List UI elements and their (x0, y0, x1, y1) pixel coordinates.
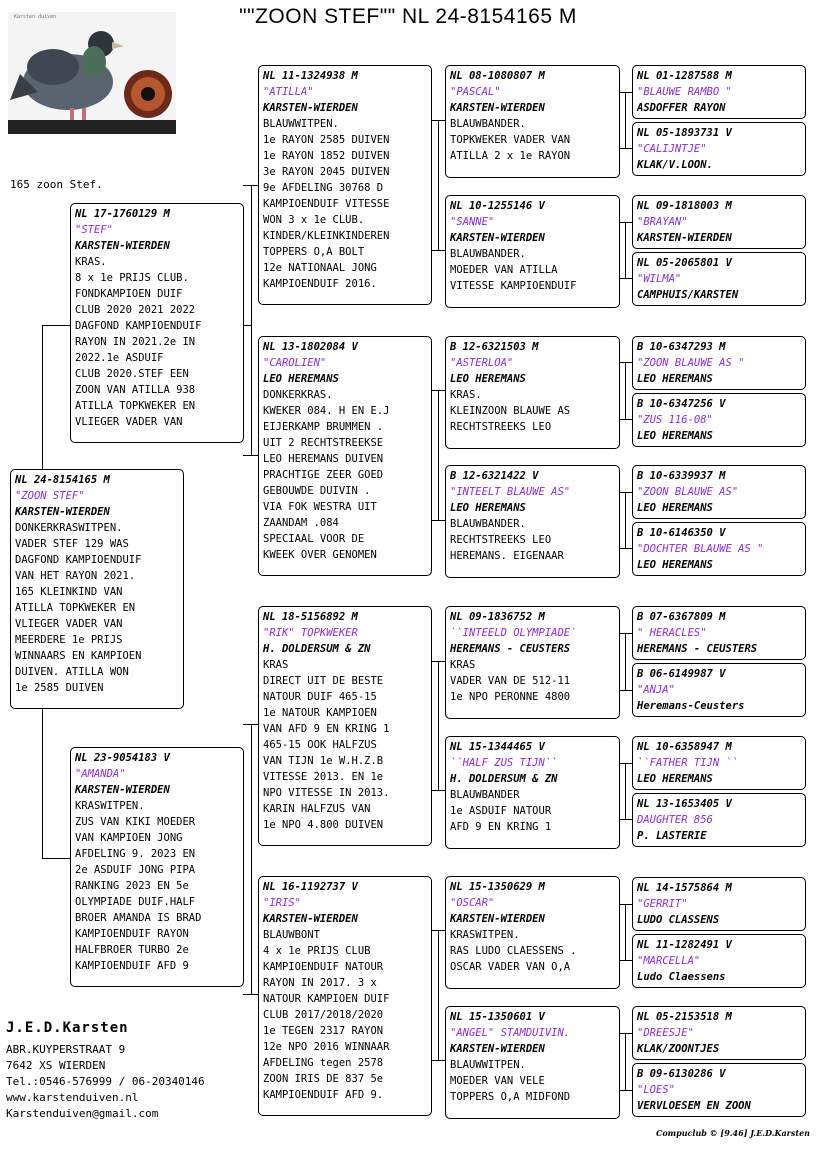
description-line: DONKERKRAS. (263, 389, 333, 401)
description-line: ATILLA TOPKWEKER EN (15, 602, 136, 614)
breeder: LEO HEREMANS (637, 559, 713, 571)
description-line: 3e RAYON 2045 DUIVEN (263, 166, 390, 178)
description-line: 1e NPO 4.800 DUIVEN (263, 819, 384, 831)
description-line: KAMPIOENDUIF AFD 9. (263, 1089, 384, 1101)
description-line: 1e 2585 DUIVEN (15, 682, 104, 694)
connector-line (625, 492, 626, 549)
description-line: CLUB 2020.STEF EEN (75, 368, 189, 380)
ring-number: B 09-6130286 V (637, 1068, 726, 1080)
description-line: RAYON IN 2017. 3 x (263, 977, 377, 989)
pedigree-box-great-grandparent[interactable] (445, 336, 620, 449)
description-line: VLIEGER VADER VAN (75, 416, 183, 428)
ring-number: NL 11-1282491 V (637, 939, 732, 951)
ring-number: NL 15-1350601 V (450, 1011, 545, 1023)
description-line: VADER STEF 129 WAS (15, 538, 129, 550)
connector-line (438, 120, 439, 251)
connector-line (42, 709, 43, 859)
description-line: 1e RAYON 2585 DUIVEN (263, 134, 390, 146)
ring-number: NL 15-1344465 V (450, 741, 545, 753)
breeder: H. DOLDERSUM & ZN (263, 643, 371, 655)
description-line: 1e RAYON 1852 DUIVEN (263, 150, 390, 162)
pedigree-box-ancestor[interactable] (632, 195, 806, 249)
description-line: VADER VAN DE 512-11 (450, 675, 571, 687)
ring-number: B 12-6321503 M (450, 341, 539, 353)
pigeon-name: "ATILLA" (263, 86, 314, 98)
description-line: VAN HET RAYON 2021. (15, 570, 136, 582)
description-line: VAN TIJN 1e W.H.Z.B (263, 755, 384, 767)
pedigree-box-ancestor[interactable] (632, 252, 806, 306)
description-line: 2022.1e ASDUIF (75, 352, 164, 364)
ring-number: NL 05-1893731 V (637, 127, 732, 139)
description-line: DIRECT UIT DE BESTE (263, 675, 384, 687)
description-line: BLAUWBANDER. (450, 118, 526, 130)
pigeon-name: ``INTEELD OLYMPIADE` (450, 627, 577, 639)
pedigree-box-great-grandparent[interactable] (445, 1006, 620, 1119)
description-line: 1e NPO PERONNE 4800 (450, 691, 571, 703)
ring-number: B 12-6321422 V (450, 470, 539, 482)
description-line: 2e ASDUIF JONG PIPA (75, 864, 196, 876)
breeder: KARSTEN-WIERDEN (450, 1043, 545, 1055)
description-line: EIJERKAMP BRUMMEN . (263, 421, 384, 433)
description-line: 8 x 1e PRIJS CLUB. (75, 272, 189, 284)
description-line: KWEEK OVER GENOMEN (263, 549, 377, 561)
ring-number: NL 23-9054183 V (75, 752, 170, 764)
breeder: CAMPHUIS/KARSTEN (637, 289, 739, 301)
description-line: DUIVEN. ATILLA WON (15, 666, 129, 678)
description-line: 12e NPO 2016 WINNAAR (263, 1041, 390, 1053)
description-line: HALFBROER TURBO 2e (75, 944, 189, 956)
description-line: HEREMANS. EIGENAAR (450, 550, 564, 562)
ring-number: NL 16-1192737 V (263, 881, 358, 893)
description-line: BLAUWBONT (263, 929, 320, 941)
description-line: VAN AFD 9 EN KRING 1 (263, 723, 390, 735)
owner-street: ABR.KUYPERSTRAAT 9 (6, 1043, 126, 1056)
description-line: OLYMPIADE DUIF.HALF (75, 896, 196, 908)
description-line: CLUB 2020 2021 2022 (75, 304, 196, 316)
ring-number: NL 09-1836752 M (450, 611, 545, 623)
description-line: AFD 9 EN KRING 1 (450, 821, 552, 833)
pigeon-name: "INTEELT BLAUWE AS" (450, 486, 571, 498)
connector-line (625, 92, 626, 149)
description-line: RANKING 2023 EN 5e (75, 880, 189, 892)
description-line: NATOUR KAMPIOEN DUIF (263, 993, 390, 1005)
connector-line (625, 1033, 626, 1091)
owner-city: 7642 XS WIERDEN (6, 1059, 106, 1072)
pigeon-name: "SANNE" (450, 216, 495, 228)
breeder: LEO HEREMANS (637, 373, 713, 385)
pedigree-box-ancestor[interactable] (632, 934, 806, 988)
pedigree-box-ancestor[interactable] (632, 65, 806, 119)
description-line: SPECIAAL VOOR DE (263, 533, 365, 545)
description-line: 12e NATIONAAL JONG (263, 262, 377, 274)
pedigree-box-great-grandparent[interactable] (445, 65, 620, 178)
pigeon-name: "IRIS" (263, 897, 301, 909)
description-line: TOPKWEKER VADER VAN (450, 134, 571, 146)
connector-line (438, 390, 439, 521)
connector-line (42, 325, 70, 326)
connector-line (42, 858, 70, 859)
ring-number: NL 11-1324938 M (263, 70, 358, 82)
breeder: LEO HEREMANS (450, 502, 526, 514)
owner-website[interactable]: www.karstenduiven.nl (6, 1091, 139, 1104)
ring-number: NL 15-1350629 M (450, 881, 545, 893)
description-line: KAMPIOENDUIF NATOUR (263, 961, 384, 973)
breeder: LEO HEREMANS (637, 773, 713, 785)
owner-phone: Tel.:0546-576999 / 06-20340146 (6, 1075, 205, 1088)
connector-line (625, 222, 626, 279)
description-line: VIA FOK WESTRA UIT (263, 501, 377, 513)
description-line: ZAANDAM .084 (263, 517, 339, 529)
pigeon-name: "ZOON BLAUWE AS" (637, 486, 739, 498)
description-line: RECHTSTREEKS LEO (450, 421, 552, 433)
description-line: VAN KAMPIOEN JONG (75, 832, 183, 844)
pedigree-box-ancestor[interactable] (632, 1006, 806, 1060)
connector-line (625, 763, 626, 820)
pigeon-name: "BLAUWE RAMBO " (637, 86, 732, 98)
description-line: 4 x 1e PRIJS CLUB (263, 945, 371, 957)
breeder: VERVLOESEM EN ZOON (637, 1100, 751, 1112)
breeder: Heremans-Ceusters (637, 700, 745, 712)
logo-caption: Karsten duiven (14, 14, 57, 20)
description-line: NATOUR DUIF 465-15 (263, 691, 377, 703)
connector-line (625, 904, 626, 961)
breeder: LUDO CLASSENS (637, 914, 720, 926)
description-line: DAGFOND KAMPIOENDUIF (75, 320, 202, 332)
pigeon-name: ``FATHER TIJN `` (637, 757, 739, 769)
breeder: KLAK/V.LOON. (637, 159, 713, 171)
pigeon-name: "ANGEL" STAMDUIVIN. (450, 1027, 571, 1039)
description-line: ZOON VAN ATILLA 938 (75, 384, 196, 396)
description-line: LEO HEREMANS DUIVEN (263, 453, 384, 465)
pigeon-name: "MARCELLA" (637, 955, 701, 967)
ring-number: NL 18-5156892 M (263, 611, 358, 623)
description-line: VLIEGER VADER VAN (15, 618, 123, 630)
pigeon-name: "BRAYAN" (637, 216, 688, 228)
connector-line (251, 185, 252, 456)
pigeon-name: "ASTERLOA" (450, 357, 514, 369)
description-line: VITESSE KAMPIOENDUIF (450, 280, 577, 292)
pigeon-name: "DREESJE" (637, 1027, 694, 1039)
breeder: KARSTEN-WIERDEN (450, 102, 545, 114)
description-line: AFDELING 9. 2023 EN (75, 848, 196, 860)
description-line: 1e NATOUR KAMPIOEN (263, 707, 377, 719)
pigeon-name: "AMANDA" (75, 768, 126, 780)
pedigree-box-ancestor[interactable] (632, 736, 806, 790)
description-line: 9e AFDELING 30768 D (263, 182, 384, 194)
breeder: KARSTEN-WIERDEN (263, 913, 358, 925)
ring-number: NL 24-8154165 M (15, 474, 110, 486)
breeder: KLAK/ZOONTJES (637, 1043, 720, 1055)
description-line: 465-15 OOK HALFZUS (263, 739, 377, 751)
pigeon-name: "GERRIT" (637, 898, 688, 910)
breeder: H. DOLDERSUM & ZN (450, 773, 558, 785)
description-line: ATILLA 2 x 1e RAYON (450, 150, 571, 162)
pedigree-box-subject[interactable] (10, 469, 184, 709)
connector-line (243, 325, 252, 326)
pedigree-box-ancestor[interactable] (632, 465, 806, 519)
description-line: KAMPIOENDUIF AFD 9 (75, 960, 189, 972)
pigeon-icon (8, 12, 176, 134)
connector-line (251, 724, 252, 995)
pedigree-title: ""ZOON STEF"" NL 24-8154165 M (239, 5, 577, 28)
breeder: KARSTEN-WIERDEN (637, 232, 732, 244)
breeder: Ludo Claessens (637, 971, 726, 983)
logo (8, 12, 176, 134)
ring-number: B 10-6347293 M (637, 341, 726, 353)
breeder: KARSTEN-WIERDEN (75, 784, 170, 796)
description-line: KRAS (450, 659, 476, 671)
ring-number: B 10-6347256 V (637, 398, 726, 410)
ring-number: NL 01-1287588 M (637, 70, 732, 82)
breeder: P. LASTERIE (637, 830, 707, 842)
description-line: BLAUWBANDER (450, 789, 520, 801)
description-line: RECHTSTREEKS LEO (450, 534, 552, 546)
breeder: LEO HEREMANS (263, 373, 339, 385)
ring-number: NL 10-1255146 V (450, 200, 545, 212)
description-line: DONKERKRASWITPEN. (15, 522, 123, 534)
owner-email[interactable]: Karstenduiven@gmail.com (6, 1107, 159, 1120)
pigeon-name: ``HALF ZUS TIJN`` (450, 757, 558, 769)
pigeon-name: DAUGHTER 856 (637, 814, 713, 826)
pedigree-box-grandparent[interactable] (258, 336, 432, 576)
connector-line (42, 325, 43, 469)
ring-number: NL 13-1802084 V (263, 341, 358, 353)
pedigree-box-ancestor[interactable] (632, 122, 806, 176)
description-line: UIT 2 RECHTSTREEKSE (263, 437, 384, 449)
description-line: WON 3 x 1e CLUB. (263, 214, 365, 226)
pedigree-box-ancestor[interactable] (632, 393, 806, 447)
breeder: KARSTEN-WIERDEN (450, 913, 545, 925)
pigeon-name: "RIK" TOPKWEKER (263, 627, 358, 639)
description-line: DAGFOND KAMPIOENDUIF (15, 554, 142, 566)
description-line: BLAUWWITPEN. (450, 1059, 526, 1071)
pedigree-box-great-grandparent[interactable] (445, 876, 620, 989)
breeder: HEREMANS - CEUSTERS (450, 643, 571, 655)
pedigree-box-ancestor[interactable] (632, 336, 806, 390)
description-line: FONDKAMPIOEN DUIF (75, 288, 183, 300)
pigeon-name: "STEF" (75, 224, 113, 236)
breeder: KARSTEN-WIERDEN (15, 506, 110, 518)
breeder: KARSTEN-WIERDEN (450, 232, 545, 244)
description-line: ZUS VAN KIKI MOEDER (75, 816, 196, 828)
ring-number: B 10-6339937 M (637, 470, 726, 482)
breeder: LEO HEREMANS (450, 373, 526, 385)
description-line: ZOON IRIS DE 837 5e (263, 1073, 384, 1085)
pigeon-name: "ZOON STEF" (15, 490, 85, 502)
description-line: KRAS. (75, 256, 107, 268)
pigeon-name: "CALIJNTJE" (637, 143, 707, 155)
description-line: RAYON IN 2021.2e IN (75, 336, 196, 348)
ring-number: NL 14-1575864 M (637, 882, 732, 894)
connector-line (438, 661, 439, 791)
description-line: VITESSE 2013. EN 1e (263, 771, 384, 783)
owner-name: J.E.D.Karsten (6, 1020, 129, 1036)
ring-number: B 07-6367809 M (637, 611, 726, 623)
ring-number: NL 08-1080807 M (450, 70, 545, 82)
ring-number: NL 10-6358947 M (637, 741, 732, 753)
description-line: KRAS. (450, 389, 482, 401)
pedigree-box-great-grandparent[interactable] (445, 736, 620, 849)
description-line: MEERDERE 1e PRIJS (15, 634, 123, 646)
pedigree-note: 165 zoon Stef. (10, 178, 103, 191)
description-line: AFDELING tegen 2578 (263, 1057, 384, 1069)
pedigree-box-ancestor[interactable] (632, 606, 806, 660)
owner-info (6, 1020, 205, 1122)
pigeon-name: "OSCAR" (450, 897, 495, 909)
description-line: KINDER/KLEINKINDEREN (263, 230, 390, 242)
breeder: ASDOFFER RAYON (637, 102, 726, 114)
description-line: BROER AMANDA IS BRAD (75, 912, 202, 924)
description-line: KLEINZOON BLAUWE AS (450, 405, 571, 417)
pedigree-box-grandparent[interactable] (258, 876, 432, 1116)
pedigree-box-ancestor[interactable] (632, 1063, 806, 1117)
breeder: KARSTEN-WIERDEN (263, 102, 358, 114)
pigeon-name: "CAROLIEN" (263, 357, 327, 369)
pigeon-name: "ZUS 116-08" (637, 414, 713, 426)
description-line: KRASWITPEN. (450, 929, 520, 941)
pedigree-box-ancestor[interactable] (632, 877, 806, 931)
description-line: TOPPERS O,A BOLT (263, 246, 365, 258)
description-line: WINNAARS EN KAMPIOEN (15, 650, 142, 662)
ring-number: B 10-6146350 V (637, 527, 726, 539)
description-line: KARIN HALFZUS VAN (263, 803, 371, 815)
ring-number: NL 17-1760129 M (75, 208, 170, 220)
footer-credit: Compuclub © [9.46] J.E.D.Karsten (655, 1128, 810, 1138)
description-line: GEBOUWDE DUIVIN . (263, 485, 371, 497)
breeder: LEO HEREMANS (637, 430, 713, 442)
description-line: CLUB 2017/2018/2020 (263, 1009, 384, 1021)
connector-line (625, 362, 626, 420)
pedigree-box-great-grandparent[interactable] (445, 465, 620, 578)
pigeon-name: " HERACLES" (637, 627, 707, 639)
description-line: KAMPIOENDUIF 2016. (263, 278, 377, 290)
pedigree-box-ancestor[interactable] (632, 793, 806, 847)
connector-line (625, 633, 626, 691)
description-line: TOPPERS O,A MIDFOND (450, 1091, 571, 1103)
description-line: 1e ASDUIF NATOUR (450, 805, 552, 817)
description-line: BLAUWWITPEN. (263, 118, 339, 130)
description-line: PRACHTIGE ZEER GOED (263, 469, 384, 481)
description-line: KAMPIOENDUIF VITESSE (263, 198, 390, 210)
description-line: RAS LUDO CLAESSENS . (450, 945, 577, 957)
description-line: 1e TEGEN 2317 RAYON (263, 1025, 384, 1037)
description-line: KAMPIOENDUIF RAYON (75, 928, 189, 940)
breeder: HEREMANS - CEUSTERS (637, 643, 758, 655)
description-line: ATILLA TOPKWEKER EN (75, 400, 196, 412)
description-line: KWEKER 084. H EN E.J (263, 405, 390, 417)
description-line: MOEDER VAN ATILLA (450, 264, 558, 276)
ring-number: B 06-6149987 V (637, 668, 726, 680)
ring-number: NL 09-1818003 M (637, 200, 732, 212)
pedigree-box-grandparent[interactable] (258, 606, 432, 846)
ring-number: NL 05-2153518 M (637, 1011, 732, 1023)
description-line: BLAUWBANDER. (450, 248, 526, 260)
description-line: 165 KLEINKIND VAN (15, 586, 123, 598)
description-line: OSCAR VADER VAN O,A (450, 961, 571, 973)
connector-line (438, 930, 439, 1061)
ring-number: NL 05-2065801 V (637, 257, 732, 269)
description-line: MOEDER VAN VELE (450, 1075, 545, 1087)
description-line: BLAUWBANDER. (450, 518, 526, 530)
description-line: KRAS (263, 659, 289, 671)
ring-number: NL 13-1653405 V (637, 798, 732, 810)
breeder: KARSTEN-WIERDEN (75, 240, 170, 252)
pedigree-box-mother[interactable] (70, 747, 244, 987)
pigeon-name: "LOES" (637, 1084, 675, 1096)
pedigree-box-grandparent[interactable] (258, 65, 432, 305)
pedigree-box-great-grandparent[interactable] (445, 606, 620, 719)
pigeon-name: "PASCAL" (450, 86, 501, 98)
pedigree-box-great-grandparent[interactable] (445, 195, 620, 308)
pedigree-box-ancestor[interactable] (632, 663, 806, 717)
description-line: NPO VITESSE IN 2013. (263, 787, 390, 799)
pedigree-box-ancestor[interactable] (632, 522, 806, 576)
pigeon-name: "WILMA" (637, 273, 682, 285)
description-line: KRASWITPEN. (75, 800, 145, 812)
pigeon-name: "ANJA" (637, 684, 675, 696)
breeder: LEO HEREMANS (637, 502, 713, 514)
pigeon-name: "DOCHTER BLAUWE AS " (637, 543, 764, 555)
pigeon-name: "ZOON BLAUWE AS " (637, 357, 745, 369)
pedigree-box-father[interactable] (70, 203, 244, 443)
